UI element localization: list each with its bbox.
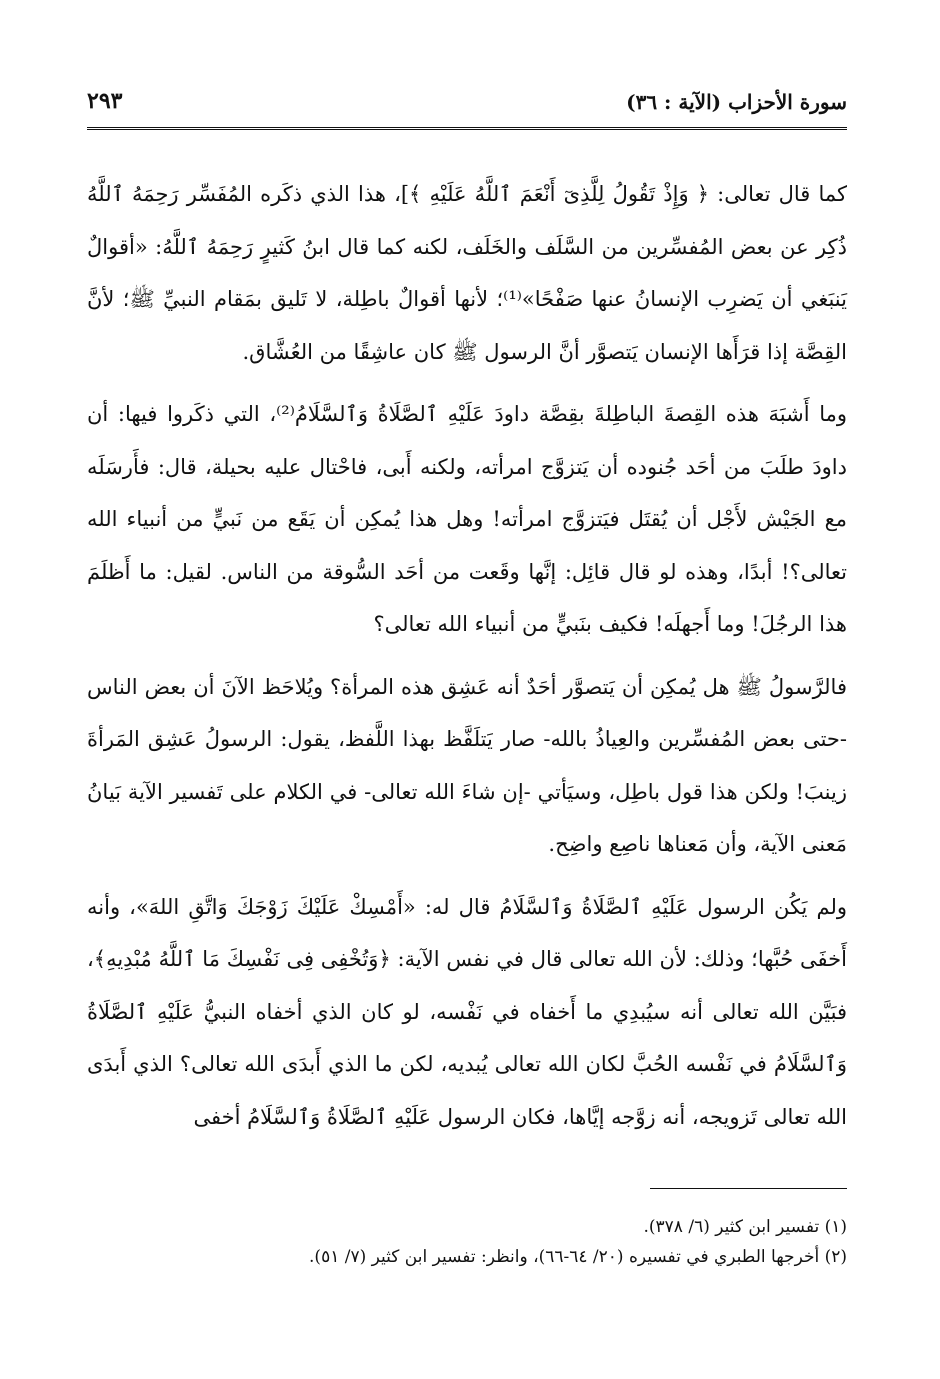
main-text: [87, 168, 847, 1153]
running-header-title: سورة الأحزاب (الآية : ٣٦): [626, 90, 847, 114]
footnote-2: (٢) أخرجها الطبري في تفسيره (٢٠/ ٦٤-٦٦)، وانظر: تفسير ابن كثير (٧/ ٥١).: [309, 1247, 847, 1267]
footnote-divider: [650, 1188, 847, 1189]
page-number: ٢٩٣: [87, 88, 123, 114]
paragraph-4: ولم يَكُن الرسول عَلَيْهِ ٱلصَّلَاةُ وَٱلسَّلَامُ قال له: «أَمْسِكْ عَلَيْكَ زَوْجَكَ وَاتَّقِ اللهَ»، وأنه أَخفَى حُبَّها؛ وذلك: لأن الله تعالى قال في نفس الآية: ﴿وَتُخْفِى فِى نَفْسِكَ مَا ٱللَّهُ مُبْدِيهِ﴾، فبَيَّن الله تعالى أنه سيُبدِي ما أَخفاه في نَفْسه، لو كان الذي أخفاه النبيُّ عَلَيْهِ ٱلصَّلَاةُ وَٱلسَّلَامُ في نَفْسه الحُبَّ لكان الله تعالى يُبديه، لكن ما الذي أَبدَى الله تعالى؟ الذي أَبدَى الله تعالى تَزويجه، أنه زوَّجه إيَّاها، فكان الرسول عَلَيْهِ ٱلصَّلَاةُ وَٱلسَّلَامُ أخفى: [87, 894, 847, 1129]
header-divider: [87, 127, 847, 130]
paragraph-3: فالرَّسولُ ﷺ هل يُمكِن أن يَتصوَّر أحَدٌ أنه عَشِق هذه المرأة؟ ويُلاحَظ الآنَ أن بعض الناس -حتى بعض المُفسِّرين والعِياذُ بالله- صار يَتلَفَّظ بهذا اللَّفظ، يقول: الرسولُ عَشِق المَرأةَ زينبَ! ولكن هذا قول باطِل، وسيَأتي -إن شاءَ الله تعالى- في الكلام على تَفسير الآية بَيانُ مَعنى الآية، وأن مَعناها ناصِع واضِح.: [87, 674, 847, 856]
page-header: [87, 84, 847, 130]
paragraph-1: كما قال تعالى: ﴿ وَإِذْ تَقُولُ لِلَّذِىٓ أَنْعَمَ ٱللَّهُ عَلَيْهِ ﴾]، هذا الذي ذكَره المُفَسِّر رَحِمَهُ ٱللَّهُ ذُكِر عن بعض المُفسِّرين من السَّلَف والخَلَف، لكنه كما قال ابنُ كَثيرٍ رَحِمَهُ ٱللَّهُ: «أقوالٌ يَنبَغي أن يَضرِب الإنسانُ عنها صَفْحًا»⁽¹⁾؛ لأنها أقوالٌ باطِلة، لا تَليق بمَقام النبيِّ ﷺ؛ لأنَّ القِصَّة إذا قرَأَها الإنسان يَتصوَّر أنَّ الرسول ﷺ كان عاشِقًا من العُشَّاق.: [87, 182, 847, 364]
paragraph-2: وما أَشبَهَ هذه القِصةَ الباطِلةَ بقِصَّة داودَ عَلَيْهِ ٱلصَّلَاةُ وَٱلسَّلَامُ⁽²⁾، التي ذكَروا فيها: أن داودَ طلَبَ من أحَد جُنوده أن يَتزوَّج امرأته، ولكنه أَبى، فاحْتال عليه بحيلة، قال: فأَرسَلَه مع الجَيْش لأَجْل أن يُقتَل فيَتزوَّج امرأته! وهل هذا يُمكِن أن يَقَع من نَبيٍّ من أنبياء الله تعالى؟! أبدًا، وهذه لو قال قائِل: إنَّها وقَعت من أحَد السُّوقة من الناس. لقيل: ما أَظلَمَ هذا الرجُلَ! وما أَجهلَه! فكيف بنَبيٍّ من أنبياء الله تعالى؟: [87, 402, 847, 636]
footnotes: [87, 1212, 847, 1272]
footnote-1: (١) تفسير ابن كثير (٦/ ٣٧٨).: [643, 1217, 847, 1237]
